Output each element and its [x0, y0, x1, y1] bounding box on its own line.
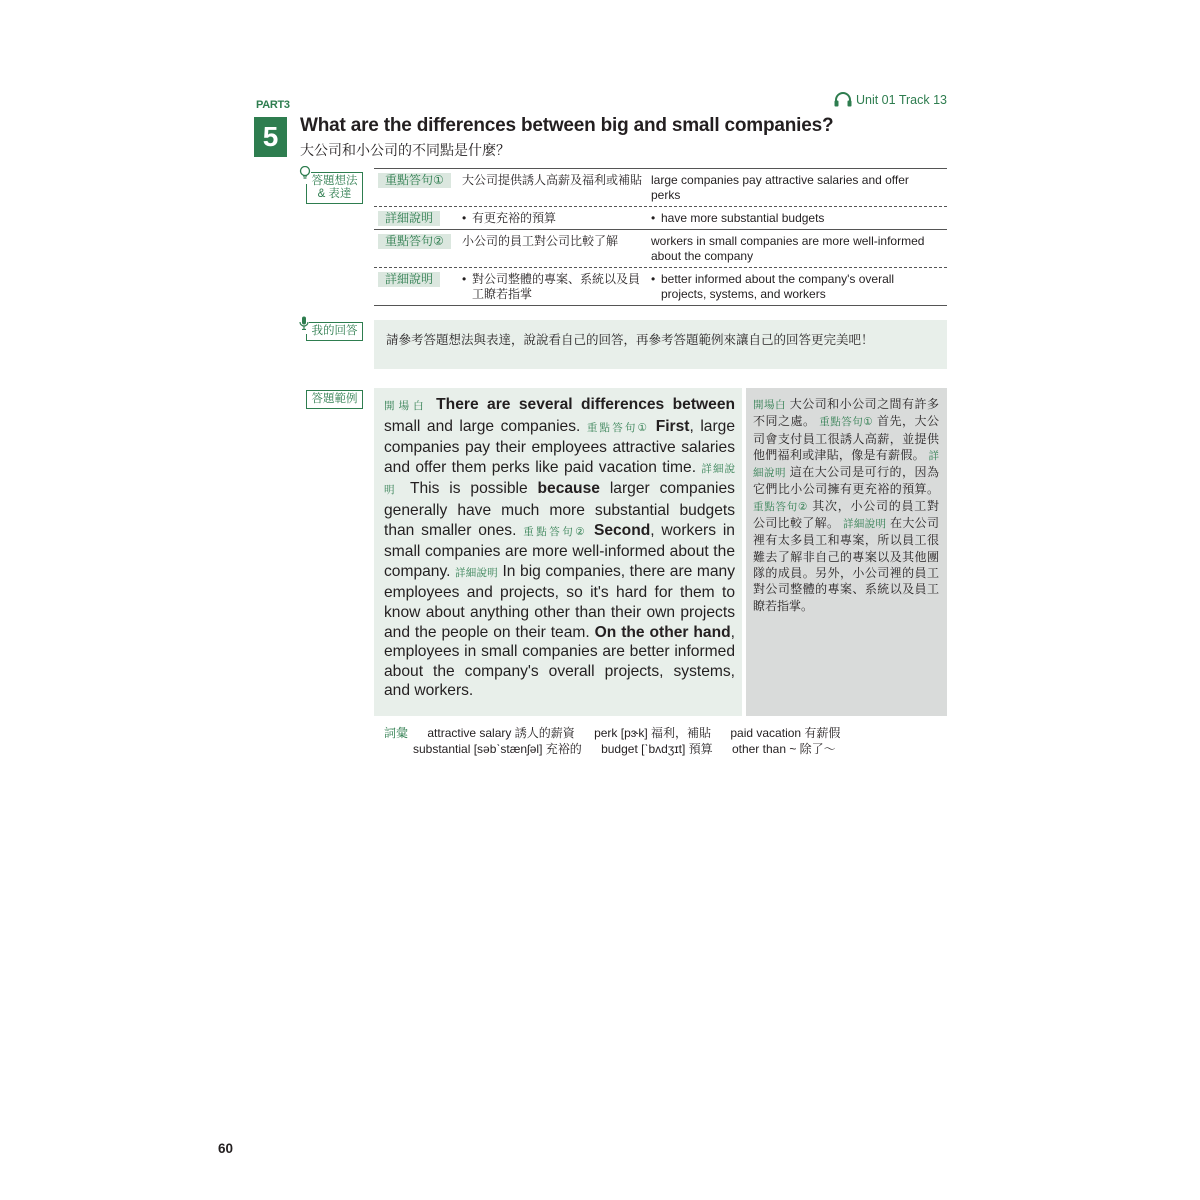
example-sentence: This is possible — [409, 480, 528, 498]
opening-tag: 開場白 — [753, 399, 786, 411]
opening-tag: 開場白 — [384, 400, 428, 412]
table-row — [374, 169, 947, 206]
example-label: 答題範例 — [306, 390, 363, 409]
detail-tag: 詳細說明 — [384, 462, 735, 497]
example-sentence: , large companies pay their employees attractive salaries and offer them perks like paid vacation time. — [384, 417, 735, 476]
detail-tag: 詳細說明 — [378, 211, 440, 226]
example-sentence: There are several differences between — [436, 396, 736, 413]
headphones-icon — [834, 92, 852, 107]
microphone-icon — [299, 316, 309, 334]
vocab-item: budget [ˋbʌdʒɪt] 預算 — [601, 742, 713, 756]
keyword-first: First — [655, 417, 690, 435]
row-en: workers in small companies are more well-informed about the company — [651, 234, 925, 263]
keyword-because: because — [537, 480, 600, 498]
bullet: • — [651, 272, 656, 286]
vocab-label: 詞彙 — [384, 726, 409, 740]
translation-text: 這在大公司是可行的，因為它們比小公司擁有更充裕的預算。 — [753, 465, 939, 497]
point-tag: 重點答句② — [378, 234, 451, 249]
question-title: What are the differences between big and small companies? — [300, 115, 834, 136]
translation-text: 大公司和小公司之間有許多不同之處。 — [753, 397, 939, 429]
point-tag: 重點答句① — [378, 173, 451, 188]
detail-tag: 詳細說明 — [455, 566, 498, 579]
vocab-item: attractive salary 誘人的薪資 — [427, 726, 575, 740]
lightbulb-icon — [299, 166, 311, 184]
question-subtitle: 大公司和小公司的不同點是什麼？ — [300, 142, 510, 158]
example-sentence: small and large companies. — [384, 417, 581, 435]
ideas-label-line2: & 表達 — [317, 188, 352, 200]
row-en: have more substantial budgets — [661, 211, 825, 225]
track-label: Unit 01 Track 13 — [855, 92, 947, 107]
row-zh: 小公司的員工對公司比較了解 — [462, 234, 619, 248]
point-tag: 重點答句① — [586, 421, 650, 434]
row-zh: 對公司整體的專案、系統以及員工瞭若指掌 — [472, 272, 641, 301]
ideas-label — [306, 172, 363, 204]
row-zh: 大公司提供誘人高薪及福利或補貼 — [462, 173, 643, 187]
question-number: 5 — [254, 117, 287, 157]
example-sentence: , workers in small companies are more well-informed about the company. — [384, 521, 735, 580]
translation-text: 其次，小公司的員工對公司比較了解。 — [753, 498, 939, 531]
vocab-item: other than ~ 除了～ — [731, 742, 836, 756]
detail-tag: 詳細說明 — [378, 272, 440, 287]
row-zh: 有更充裕的預算 — [472, 211, 557, 225]
bullet: • — [651, 211, 656, 225]
bullet: • — [462, 272, 467, 286]
point-tag: 重點答句② — [523, 525, 588, 538]
part-label: PART3 — [256, 99, 290, 111]
example-chinese — [746, 388, 947, 716]
vocabulary — [384, 725, 840, 757]
my-answer-text: 我的回答 — [311, 325, 358, 337]
ideas-label-line1: 答題想法 — [311, 175, 358, 187]
my-answer-label — [306, 322, 363, 341]
example-sentence: In big companies, there are many employees and projects, so it's hard for them to know about anything other than their own projects and the people on their team. — [384, 562, 736, 641]
row-en: better informed about the company's overall projects, systems, and workers — [661, 272, 895, 301]
detail-tag: 詳細說明 — [842, 518, 887, 531]
page-number: 60 — [218, 1141, 234, 1156]
translation-text: 首先，大公司會支付員工很誘人高薪，並提供他們福利或津貼，像是有薪假。 — [753, 414, 939, 462]
table-row — [374, 267, 947, 306]
example-english — [374, 388, 742, 716]
audio-track[interactable] — [834, 92, 947, 107]
example-sentence: larger companies generally have much more substantial budgets than smaller ones. — [384, 480, 735, 539]
point-tag: 重點答句② — [753, 500, 809, 513]
row-en: large companies pay attractive salaries and offer perks — [651, 173, 909, 202]
point-tag: 重點答句① — [819, 416, 874, 429]
vocab-item: perk [pɝk] 福利，補貼 — [594, 726, 712, 740]
vocab-item: substantial [səbˋstænʃəl] 充裕的 — [413, 742, 582, 756]
translation-text: 在大公司裡有太多員工和專案，所以員工很難去了解非自己的專案以及其他團隊的成員。另外，小公司裡的員工對公司整體的專案、系統以及員工瞭若指掌。 — [753, 516, 939, 613]
vocab-item: paid vacation 有薪假 — [730, 726, 841, 740]
example-sentence: , employees in small companies are better informed about the company's overall projects, systems, and workers. — [384, 623, 735, 700]
keyword-second: Second — [593, 521, 651, 539]
detail-tag: 詳細說明 — [753, 449, 939, 480]
bullet: • — [462, 211, 467, 225]
table-row — [374, 229, 947, 267]
table-row — [374, 206, 947, 229]
answer-table — [374, 168, 947, 306]
practice-box: 請參考答題想法與表達，說說看自己的回答，再參考答題範例來讓自己的回答更完美吧！ — [374, 320, 947, 369]
keyword-other-hand: On the other hand — [594, 623, 731, 641]
